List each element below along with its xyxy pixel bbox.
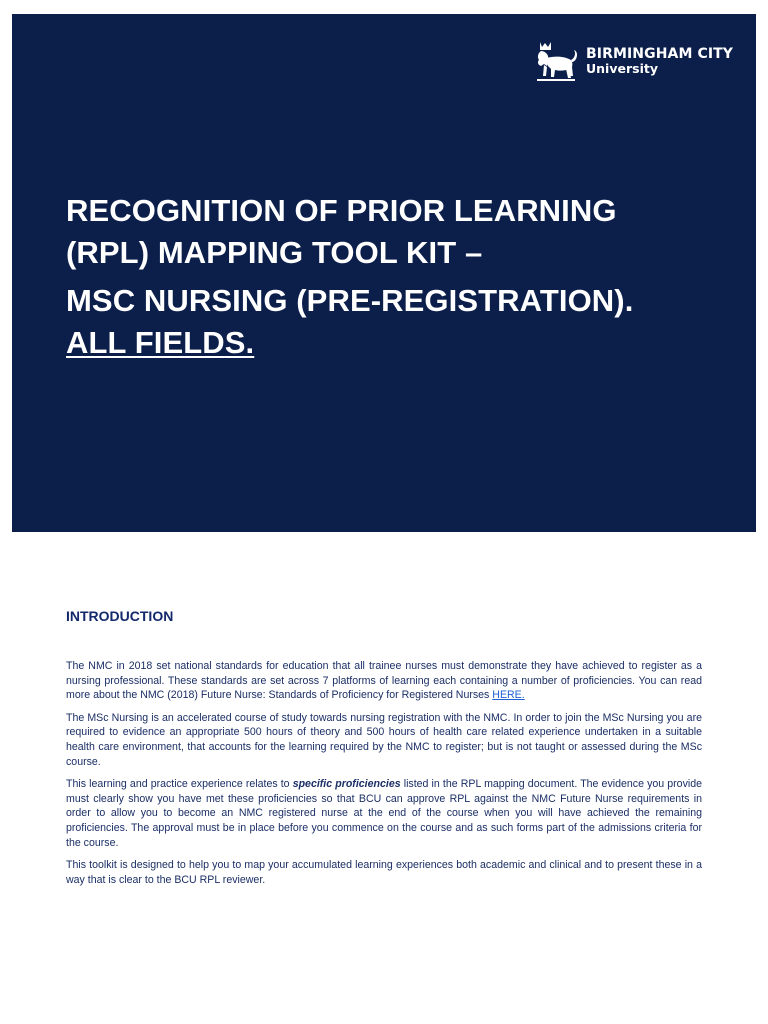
cover-banner (12, 14, 756, 532)
paragraph-3-start: This learning and practice experience relates to (66, 778, 293, 791)
paragraph-3-end: listed in the RPL mapping document. The evidence you provide must clearly show you have met these proficiencies so that BCU can approve RPL against the NMC Future Nurse requirements in order to allow you to become an NMC registered nurse at the end of the course when you will have achieved the remaining proficiencies. The approval must be in place before you commence on the course and as such forms part of the admissions criteria for the course. (66, 778, 702, 849)
paragraph-1-text: The NMC in 2018 set national standards for education that all trainee nurses must demonstrate they have achieved to register as a nursing professional. These standards are set across 7 platforms of learning each containing a number of proficiencies. You can read more about the NMC (2018) Future Nurse: Standards of Proficiency for Registered Nurses (66, 660, 702, 702)
logo-line-2: University (586, 60, 658, 76)
paragraph-2: The MSc Nursing is an accelerated course of study towards nursing registration with the NMC. In order to join the MSc Nursing you are required to evidence an appropriate 500 hours of theory and 500 hours of health care related experience undertaken in a suitable health care environment, that accounts for the learning required by the NMC to register; but is not taught or assessed during the MSc course. (66, 711, 702, 768)
university-wordmark (586, 47, 733, 75)
title-line-2: (RPL) MAPPING TOOL KIT – (66, 235, 483, 270)
introduction-body (66, 659, 702, 895)
title-line-3: MSC NURSING (PRE-REGISTRATION). (66, 283, 634, 318)
title-line-4: ALL FIELDS. (66, 325, 255, 360)
section-heading: INTRODUCTION (66, 608, 174, 624)
paragraph-3 (66, 777, 702, 850)
paragraph-1 (66, 659, 702, 703)
here-link[interactable]: HERE. (492, 689, 525, 702)
paragraph-4: This toolkit is designed to help you to map your accumulated learning experiences both academic and clinical and to present these in a way that is clear to the BCU RPL reviewer. (66, 859, 702, 886)
document-title (66, 190, 746, 364)
lion-crest-icon (535, 40, 579, 82)
logo-line-1: BIRMINGHAM CITY (586, 46, 734, 63)
emphasis-text: specific proficiencies (292, 778, 401, 791)
university-logo (535, 38, 735, 84)
title-line-1: RECOGNITION OF PRIOR LEARNING (66, 193, 617, 228)
